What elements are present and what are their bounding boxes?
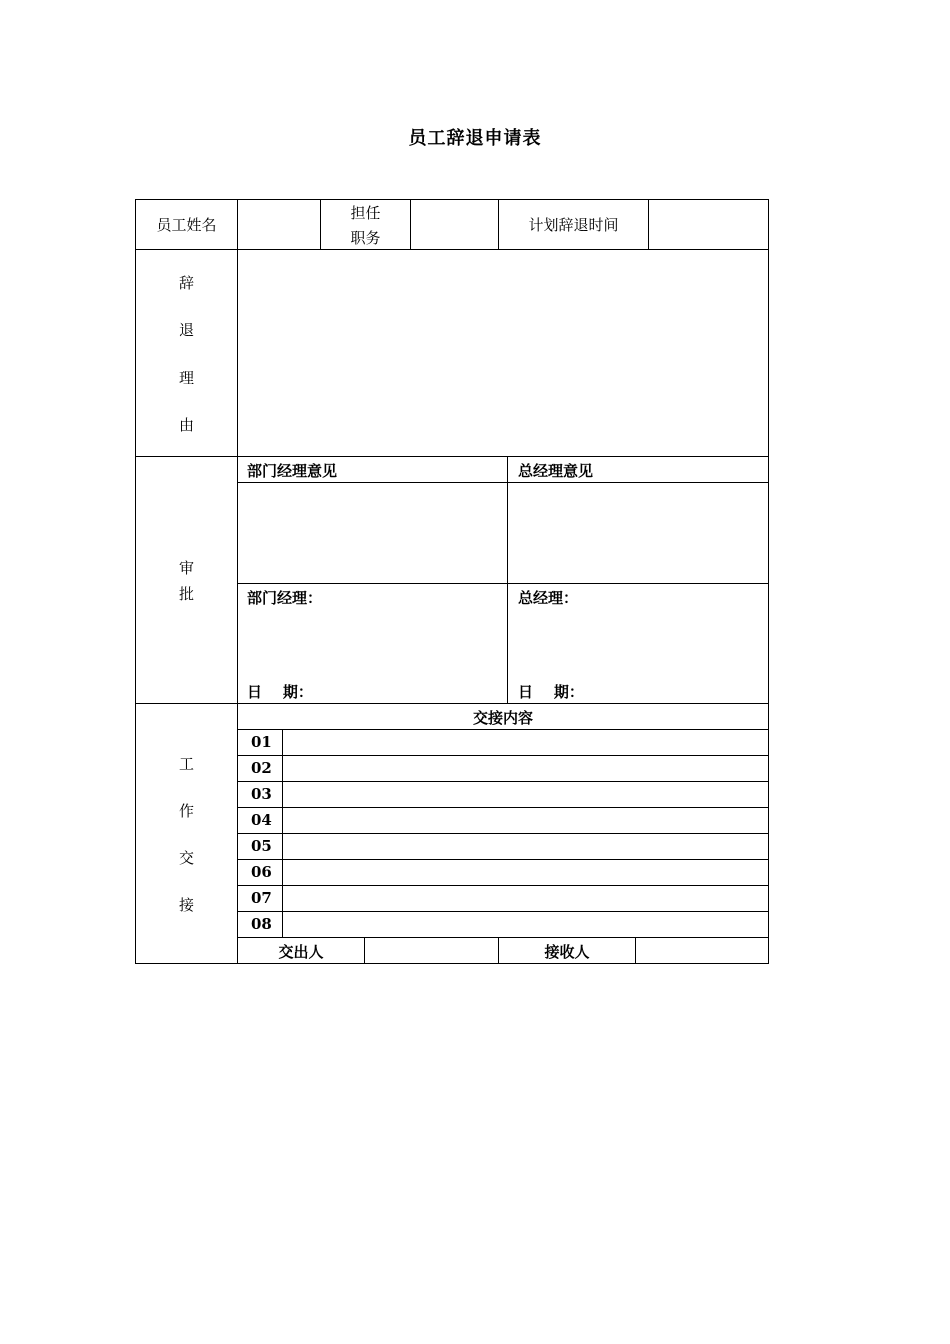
- handover-item-field[interactable]: [283, 782, 768, 807]
- planned-time-label: 计划辞退时间: [528, 216, 619, 234]
- handover-item-number: 02: [251, 759, 272, 777]
- reason-textarea[interactable]: [238, 250, 768, 456]
- gm-signature-label: 总经理：: [518, 589, 579, 607]
- position-label-line1: 担任: [350, 204, 381, 222]
- giver-label: 交出人: [278, 943, 324, 961]
- handover-content-header: 交接内容: [472, 709, 533, 727]
- divider: [237, 583, 769, 584]
- handover-item-number: 06: [251, 863, 272, 881]
- dept-opinion-header: 部门经理意见: [247, 462, 338, 480]
- giver-field[interactable]: [365, 938, 498, 963]
- handover-item-number: 05: [251, 837, 272, 855]
- employee-name-label: 员工姓名: [156, 216, 217, 234]
- handover-item-number: 01: [251, 733, 272, 751]
- handover-item-number: 04: [251, 811, 272, 829]
- reason-label-char: 辞: [178, 274, 194, 292]
- gm-opinion-header: 总经理意见: [518, 462, 594, 480]
- border-bottom: [135, 963, 769, 964]
- gm-date-label: 日 期：: [518, 683, 584, 701]
- handover-label-char: 交: [178, 849, 194, 867]
- employee-name-field[interactable]: [238, 200, 320, 249]
- handover-item-field[interactable]: [283, 886, 768, 911]
- position-field[interactable]: [411, 200, 498, 249]
- receiver-label: 接收人: [544, 943, 590, 961]
- divider: [135, 456, 769, 457]
- handover-label-char: 工: [178, 755, 194, 773]
- handover-label-char: 接: [178, 896, 194, 914]
- dept-manager-signature-label: 部门经理：: [247, 589, 323, 607]
- approval-label-char: 审: [178, 559, 194, 577]
- position-label-line2: 职务: [350, 229, 381, 247]
- handover-item-number: 03: [251, 785, 272, 803]
- form-title: 员工辞退申请表: [408, 128, 542, 149]
- handover-item-number: 08: [251, 915, 272, 933]
- reason-label-char: 由: [178, 416, 194, 434]
- dept-opinion-field[interactable]: [238, 483, 507, 583]
- reason-label-char: 退: [178, 321, 194, 339]
- dept-date-label: 日 期：: [247, 683, 313, 701]
- approval-label-char: 批: [178, 585, 194, 603]
- handover-item-field[interactable]: [283, 912, 768, 937]
- handover-label-char: 作: [178, 802, 194, 820]
- handover-item-field[interactable]: [283, 756, 768, 781]
- handover-item-field[interactable]: [283, 860, 768, 885]
- border-right: [768, 199, 769, 964]
- planned-time-field[interactable]: [649, 200, 768, 249]
- handover-item-field[interactable]: [283, 808, 768, 833]
- divider: [135, 703, 769, 704]
- reason-label-char: 理: [178, 369, 194, 387]
- receiver-field[interactable]: [636, 938, 768, 963]
- handover-item-number: 07: [251, 889, 272, 907]
- handover-item-field[interactable]: [283, 730, 768, 755]
- gm-opinion-field[interactable]: [508, 483, 768, 583]
- handover-item-field[interactable]: [283, 834, 768, 859]
